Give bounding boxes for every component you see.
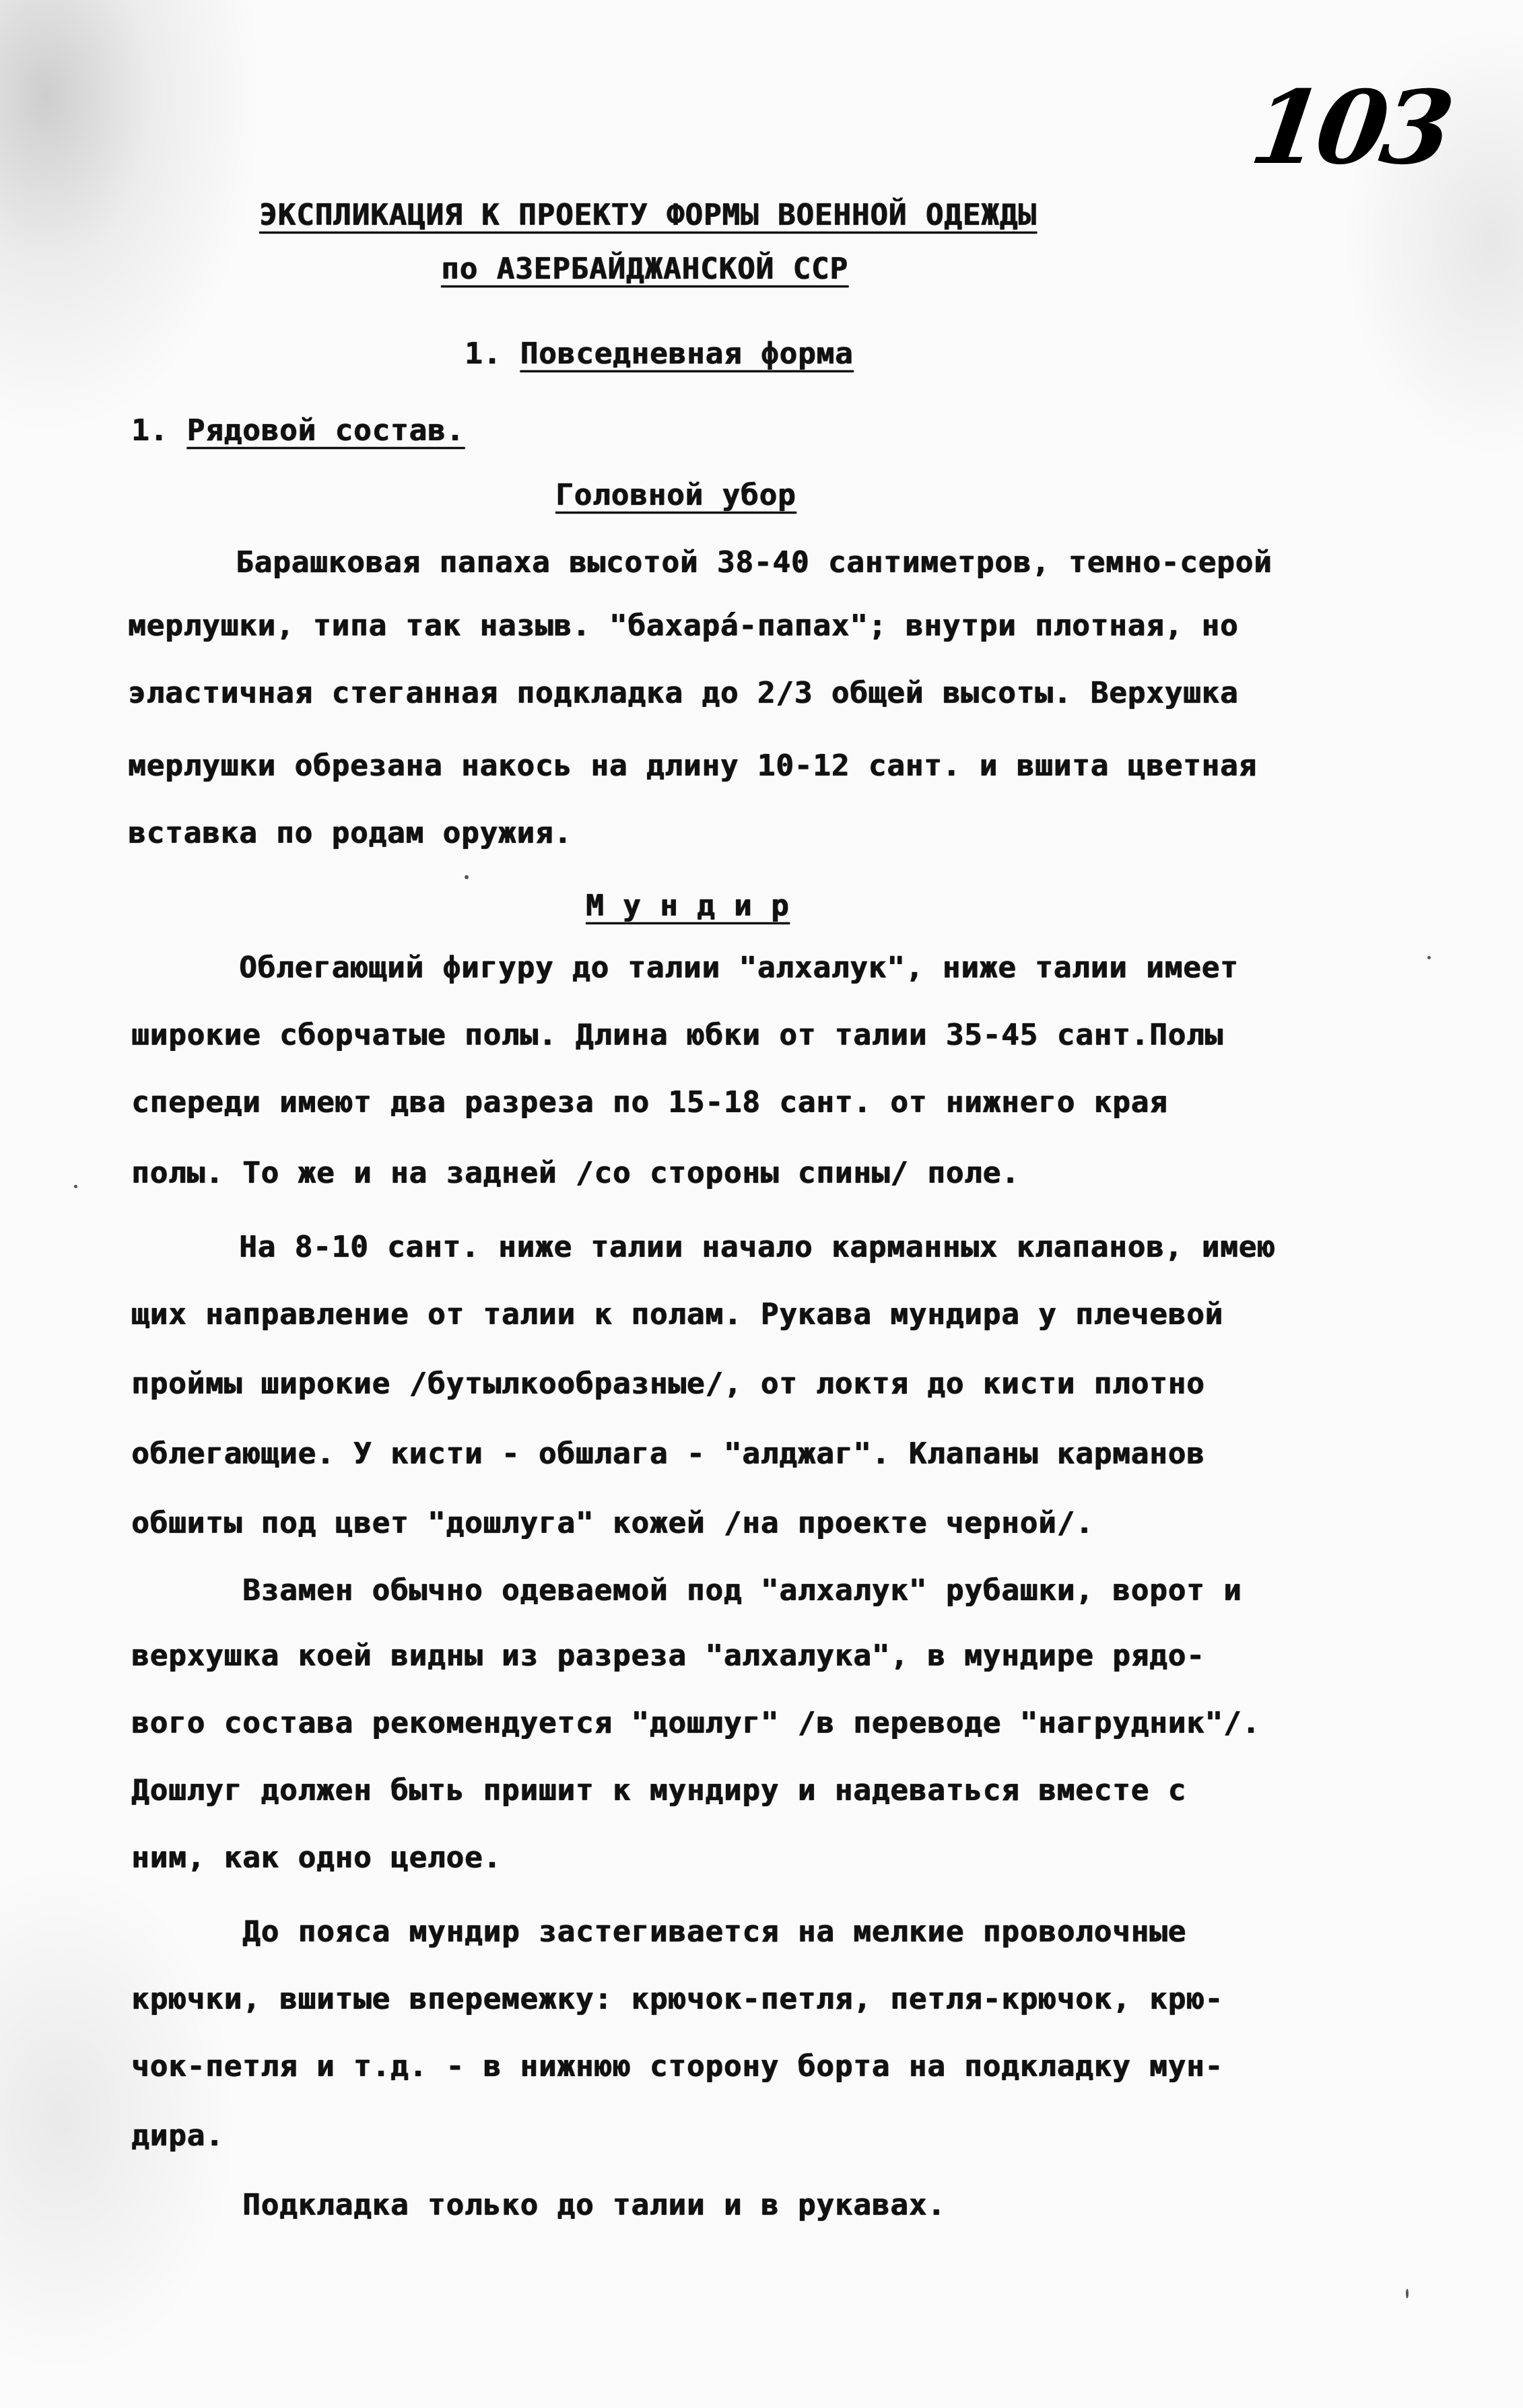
headgear-line: Барашковая папаха высотой 38-40 сантиметров, темно-серой	[236, 545, 1273, 580]
section-heading	[465, 335, 853, 373]
uniform-line: обшиты под цвет "дошлуга" кожей /на проекте черной/.	[131, 1506, 1094, 1540]
paper-speck	[465, 875, 469, 879]
subsection-heading	[131, 412, 465, 450]
uniform-heading: М у н д и р	[586, 889, 790, 923]
uniform-line: На 8-10 сант. ниже талии начало карманных клапанов, имею	[239, 1230, 1276, 1264]
title-line-1: ЭКСПЛИКАЦИЯ К ПРОЕКТУ ФОРМЫ ВОЕННОЙ ОДЕЖДЫ	[259, 198, 1037, 232]
subsection-number: 1.	[131, 413, 168, 448]
uniform-line: верхушка коей видны из разреза "алхалука", в мундире рядо-	[131, 1639, 1205, 1673]
subsection-title: Рядовой состав.	[187, 413, 465, 448]
headgear-line: мерлушки обрезана накось на длину 10-12 сант. и вшита цветная	[128, 749, 1257, 783]
page-number: 103	[1244, 69, 1456, 187]
uniform-line: ним, как одно целое.	[131, 1841, 502, 1875]
title-line-2: по АЗЕРБАЙДЖАНСКОЙ ССР	[441, 252, 848, 286]
headgear-line: вставка по родам оружия.	[128, 816, 572, 850]
uniform-line: чок-петля и т.д. - в нижнюю сторону борта на подкладку мун-	[131, 2049, 1223, 2084]
uniform-line: облегающие. У кисти - обшлага - "алджаг". Клапаны карманов	[131, 1437, 1205, 1471]
section-number: 1.	[465, 337, 502, 371]
uniform-line: Взамен обычно одеваемой под "алхалук" рубашки, ворот и	[242, 1573, 1242, 1608]
uniform-line: Облегающий фигуру до талии "алхалук", ниже талии имеет	[239, 951, 1239, 985]
headgear-heading: Головной убор	[555, 478, 797, 512]
uniform-line: полы. То же и на задней /со стороны спины/ поле.	[131, 1156, 1020, 1190]
uniform-line: Подкладка только до талии и в рукавах.	[242, 2188, 946, 2222]
uniform-line: крючки, вшитые вперемежку: крючок-петля, петля-крючок, крю-	[131, 1982, 1223, 2016]
uniform-line: вого состава рекомендуется "дошлуг" /в переводе "нагрудник"/.	[131, 1706, 1260, 1740]
paper-speck	[74, 1185, 77, 1188]
uniform-line: До пояса мундир застегивается на мелкие проволочные	[242, 1915, 1187, 1949]
headgear-line: эластичная стеганная подкладка до 2/3 общей высоты. Верхушка	[128, 676, 1239, 710]
headgear-line: мерлушки, типа так назыв. "бахарá-папах"; внутри плотная, но	[128, 609, 1239, 643]
section-title: Повседневная форма	[520, 337, 854, 371]
uniform-line: Дошлуг должен быть пришит к мундиру и надеваться вместе с	[131, 1773, 1186, 1808]
uniform-line: дира.	[131, 2119, 224, 2153]
uniform-line: широкие сборчатые полы. Длина юбки от талии 35-45 сант.Полы	[131, 1018, 1223, 1052]
uniform-line: проймы широкие /бутылкообразные/, от локтя до кисти плотно	[131, 1367, 1205, 1401]
paper-speck	[1427, 956, 1431, 959]
uniform-line: щих направление от талии к полам. Рукава мундира у плечевой	[131, 1297, 1223, 1332]
uniform-line: спереди имеют два разреза по 15-18 сант. от нижнего края	[131, 1085, 1168, 1120]
paper-speck	[1406, 2289, 1409, 2298]
